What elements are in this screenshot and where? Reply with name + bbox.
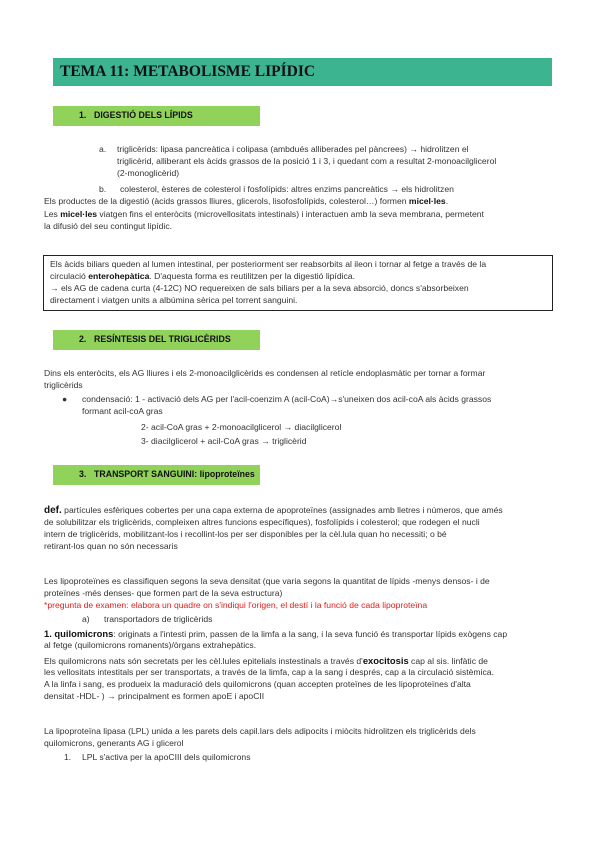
condensation-step-2: 2- acil-CoA gras + 2-monoacilglicerol → diacilglicerol [141, 422, 342, 432]
section-2-number: 2. [79, 334, 87, 344]
quilomicrons-line-2: al fetge (quilomicrons romanents)/òrgans extrahepàtics. [44, 640, 257, 650]
quilomicrons-secretion-line-4: densitat -HDL- ) → principalment es formen apoE i apoCII [44, 691, 265, 701]
quilomicrons-secretion-line-2: les vellositats intestitals per ser transportats, a través de la limfa, cap a la sang i després, cap a la circulació sistèmica. [44, 667, 494, 677]
resynthesis-line-2: triglicèrids [44, 380, 83, 390]
list-marker-a: a. [99, 144, 107, 154]
condensation-line-1: condensació: 1 - activació dels AG per l'acil-coenzim A (acil-CoA)→s'uneixen dos acil-coA als àcids grassos [82, 394, 492, 404]
item-a-line-2: triglicèrid, alliberant els àcids grassos de la posició 1 i 3, i quedant com a resultat 2-monoacilglicerol [117, 156, 497, 166]
section-1-number: 1. [79, 110, 87, 120]
lpl-line-2: quilomicrons, generants AG i glicerol [44, 738, 184, 748]
lpl-item-text: LPL s'activa per la apoCIII dels quilomicrons [82, 752, 251, 762]
page-title: TEMA 11: METABOLISME LIPÍDIC [60, 63, 316, 80]
quilomicrons-secretion-line-1: Els quilomicrons nats són secretats per les cèl.lules epitelials instestinals a través d'exocitosis cap al sis. linfàtic de [44, 655, 488, 666]
item-b-line-1: colesterol, èsteres de colesterol i fosfolípids: altres enzims pancreàtics → els hidrolitzen [120, 184, 454, 194]
resynthesis-line-1: Dins els enteròcits, els AG lliures i els 2-monoacilglicèrids es condensen al retícle endoplasmàtic per tornar a formar [44, 368, 486, 378]
bullet-marker: ● [62, 394, 68, 404]
section-3-heading: TRANSPORT SANGUINI: lipoproteïnes [94, 469, 255, 479]
paragraph-micelles-formation: Els productes de la digestió (àcids grassos lliures, glicerols, lisofosfolípids, colesterol…) formen micel·les. [44, 196, 449, 206]
quilomicrons-secretion-line-3: A la linfa i sang, es produeix la maduració dels quilomicrons (quan accepten proteïnes de les lipoproteïnes d'alta [44, 679, 471, 689]
definition-line-1: def. partícules esfèriques cobertes per una capa externa de apoproteïnes (assignades amb lletres i números, que amés [44, 505, 503, 516]
classification-line-1: Les lipoproteïnes es classifiquen segons la seva densitat (que varia segons la quantitat de lípids -menys densos- i de [44, 576, 490, 586]
section-2-heading: RESÍNTESIS DEL TRIGLICÈRIDS [94, 334, 231, 344]
definition-line-3: intern de triglicèrids, mobilitzant-los i recollint-los per ser disponibles per la cèl.lula quan ho necessiti; o bé [44, 529, 447, 539]
note-line-4: directament i viatgen units a albúmina sèrica pel torrent sanguini. [50, 295, 298, 305]
note-line-2: circulació enterohepàtica. D'aquesta forma es reutilitzen per la digestió lipídica. [50, 271, 355, 281]
exam-note: *pregunta de examen: elabora un quadre on s'indiqui l'origen, el destí i la funció de cada lipoproteïna [44, 600, 428, 610]
paragraph-micelles-transport: Les micel·les viatgen fins el enteròcits (microvellositats intestinals) i interactuen amb la seva membrana, permetent [44, 209, 484, 219]
lpl-item-marker: 1. [64, 752, 72, 762]
sub-a-text: transportadors de triglicèrids [104, 614, 213, 624]
list-marker-b: b. [99, 184, 107, 194]
definition-line-4: retirant-los quan no són necessaris [44, 541, 178, 551]
sub-a-marker: a) [82, 614, 90, 624]
condensation-line-2: formant acil-coA gras [82, 406, 163, 416]
classification-line-2: proteïnes -més denses- que formen part de la seva estructura) [44, 588, 283, 598]
section-1-heading: DIGESTIÓ DELS LÍPIDS [94, 110, 193, 120]
paragraph-micelles-line-2: la difusió del seu contingut lipídic. [44, 221, 173, 231]
lpl-line-1: La lipoproteïna lipasa (LPL) unida a les parets dels capil.lars dels adipocits i miòcits hidrolitzen els triglicèrids dels [44, 726, 476, 736]
note-line-1: Els àcids biliars queden al lumen intestinal, per posteriorment ser reabsorbits al ileon i tornar al fetge a través de la [50, 259, 487, 269]
note-line-3: → els AG de cadena curta (4-12C) NO requereixen de sals biliars per a la seva absorció, doncs s'absorbeixen [50, 283, 469, 293]
condensation-step-3: 3- diacilglicerol + acil-CoA gras → triglicèrid [141, 436, 307, 446]
quilomicrons-line-1: 1. quilomicrons: originats a l'intesti prim, passen de la limfa a la sang, i la seva funció és transportar lípids exògens cap [44, 628, 508, 639]
definition-line-2: de solubilitzar els triglicèrids, compleixen altres funcions específiques), fosfolípids i colesterol; que rodegen el nucli [44, 517, 480, 527]
item-a-line-3: (2-monoglicèrid) [117, 168, 180, 178]
section-3-number: 3. [79, 469, 87, 479]
item-a-line-1: triglicèrids: lipasa pancreàtica i colipasa (ambdués alliberades pel pàncrees) → hidrolitzen el [117, 144, 469, 154]
